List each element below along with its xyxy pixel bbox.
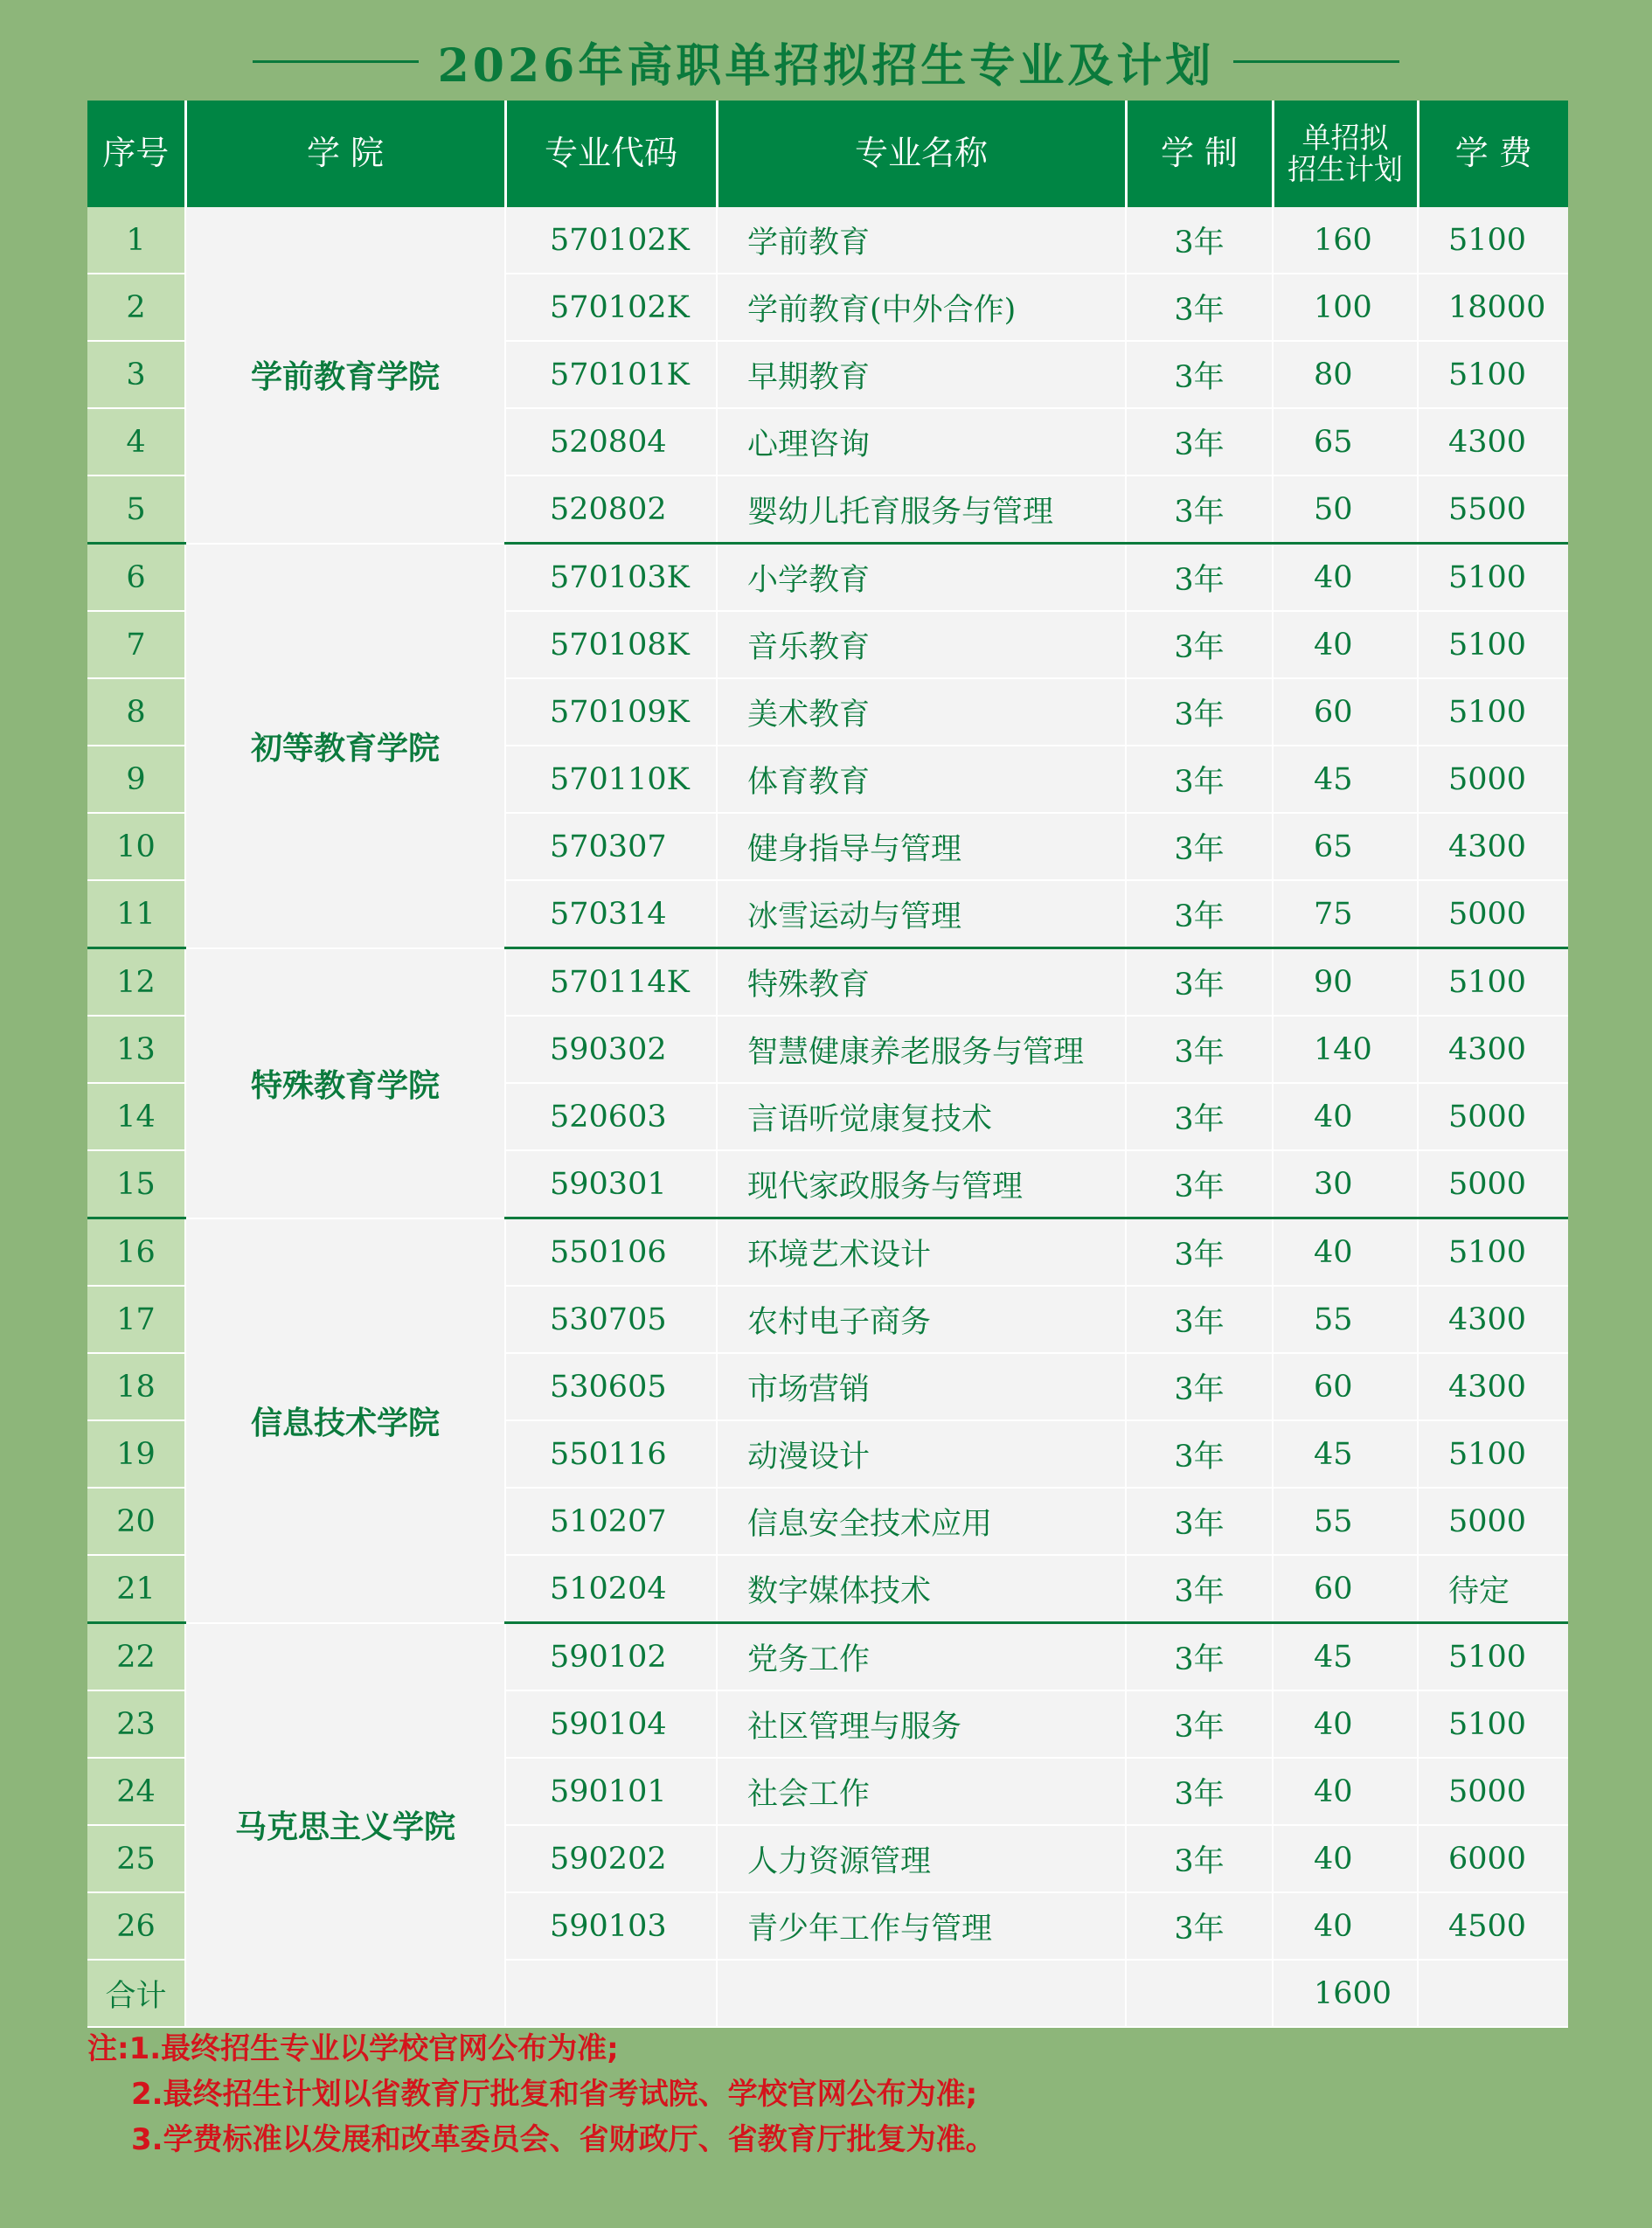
major-code: 520802	[505, 475, 717, 544]
tuition-fee: 5000	[1418, 1758, 1568, 1825]
enrollment-plan: 160	[1273, 207, 1418, 274]
row-seq: 3	[87, 341, 185, 408]
enrollment-plan: 55	[1273, 1286, 1418, 1353]
enrollment-plan: 40	[1273, 544, 1418, 612]
tuition-fee: 5100	[1418, 544, 1568, 612]
major-name: 冰雪运动与管理	[717, 880, 1126, 948]
major-name: 现代家政服务与管理	[717, 1150, 1126, 1218]
major-name: 农村电子商务	[717, 1286, 1126, 1353]
major-code: 530705	[505, 1286, 717, 1353]
study-system: 3年	[1126, 746, 1273, 813]
header-plan-line2: 招生计划	[1288, 152, 1403, 186]
total-fee-empty	[1418, 1960, 1568, 2027]
major-name: 心理咨询	[717, 408, 1126, 475]
row-seq: 21	[87, 1555, 185, 1623]
table-row	[87, 207, 1568, 274]
enrollment-plan: 90	[1273, 948, 1418, 1017]
study-system: 3年	[1126, 1353, 1273, 1420]
row-seq: 8	[87, 678, 185, 746]
tuition-fee: 5000	[1418, 746, 1568, 813]
major-name: 党务工作	[717, 1623, 1126, 1691]
major-code: 590104	[505, 1690, 717, 1758]
enrollment-plan: 100	[1273, 274, 1418, 341]
major-code: 510207	[505, 1488, 717, 1555]
major-name: 小学教育	[717, 544, 1126, 612]
major-name: 人力资源管理	[717, 1825, 1126, 1892]
note-3: 3.学费标准以发展和改革委员会、省财政厅、省教育厅批复为准。	[131, 2122, 996, 2157]
total-name-empty	[717, 1960, 1126, 2027]
major-code: 590301	[505, 1150, 717, 1218]
major-name: 学前教育(中外合作)	[717, 274, 1126, 341]
row-seq: 25	[87, 1825, 185, 1892]
row-seq: 5	[87, 475, 185, 544]
row-seq: 14	[87, 1083, 185, 1150]
enrollment-plan: 40	[1273, 611, 1418, 678]
major-code: 570102K	[505, 207, 717, 274]
major-name: 特殊教育	[717, 948, 1126, 1017]
enrollment-plan: 80	[1273, 341, 1418, 408]
tuition-fee: 待定	[1418, 1555, 1568, 1623]
tuition-fee: 4300	[1418, 1353, 1568, 1420]
enrollment-plan: 45	[1273, 1623, 1418, 1691]
major-name: 青少年工作与管理	[717, 1892, 1126, 1960]
row-seq: 16	[87, 1218, 185, 1287]
major-name: 健身指导与管理	[717, 813, 1126, 880]
tuition-fee: 4300	[1418, 813, 1568, 880]
enrollment-plan: 45	[1273, 746, 1418, 813]
major-code: 590102	[505, 1623, 717, 1691]
major-code: 570307	[505, 813, 717, 880]
row-seq: 10	[87, 813, 185, 880]
tuition-fee: 6000	[1418, 1825, 1568, 1892]
study-system: 3年	[1126, 1286, 1273, 1353]
major-code: 590302	[505, 1016, 717, 1083]
study-system: 3年	[1126, 678, 1273, 746]
study-system: 3年	[1126, 880, 1273, 948]
row-seq: 13	[87, 1016, 185, 1083]
tuition-fee: 4300	[1418, 1016, 1568, 1083]
study-system: 3年	[1126, 1892, 1273, 1960]
study-system: 3年	[1126, 207, 1273, 274]
enrollment-plan: 55	[1273, 1488, 1418, 1555]
major-code: 550116	[505, 1420, 717, 1488]
major-code: 570108K	[505, 611, 717, 678]
enrollment-plan: 60	[1273, 678, 1418, 746]
title-right-rule	[1233, 60, 1399, 63]
row-seq: 9	[87, 746, 185, 813]
study-system: 3年	[1126, 1825, 1273, 1892]
row-seq: 17	[87, 1286, 185, 1353]
major-name: 学前教育	[717, 207, 1126, 274]
title-bar	[0, 26, 1652, 96]
header-plan-line1: 单招拟	[1301, 120, 1389, 155]
enrollment-plan: 75	[1273, 880, 1418, 948]
enrollment-plan: 40	[1273, 1218, 1418, 1287]
study-system: 3年	[1126, 813, 1273, 880]
major-code: 570101K	[505, 341, 717, 408]
header-system: 学 制	[1126, 101, 1273, 207]
tuition-fee: 5000	[1418, 1488, 1568, 1555]
row-seq: 2	[87, 274, 185, 341]
major-name: 动漫设计	[717, 1420, 1126, 1488]
table-row	[87, 544, 1568, 612]
header-college: 学 院	[185, 101, 505, 207]
major-code: 520804	[505, 408, 717, 475]
major-code: 550106	[505, 1218, 717, 1287]
enrollment-plan: 40	[1273, 1083, 1418, 1150]
tuition-fee: 5100	[1418, 207, 1568, 274]
tuition-fee: 5100	[1418, 1218, 1568, 1287]
major-name: 言语听觉康复技术	[717, 1083, 1126, 1150]
major-name: 社区管理与服务	[717, 1690, 1126, 1758]
college-name: 马克思主义学院	[185, 1623, 505, 2028]
note-1: 注:1.最终招生专业以学校官网公布为准;	[87, 2031, 619, 2066]
tuition-fee: 5100	[1418, 611, 1568, 678]
study-system: 3年	[1126, 948, 1273, 1017]
enrollment-plan: 60	[1273, 1353, 1418, 1420]
study-system: 3年	[1126, 475, 1273, 544]
enrollment-plan: 65	[1273, 408, 1418, 475]
major-code: 570314	[505, 880, 717, 948]
header-row	[87, 101, 1568, 207]
enrollment-plan: 50	[1273, 475, 1418, 544]
major-name: 美术教育	[717, 678, 1126, 746]
study-system: 3年	[1126, 1488, 1273, 1555]
study-system: 3年	[1126, 274, 1273, 341]
study-system: 3年	[1126, 341, 1273, 408]
major-name: 智慧健康养老服务与管理	[717, 1016, 1126, 1083]
study-system: 3年	[1126, 1016, 1273, 1083]
table-row	[87, 1218, 1568, 1287]
row-seq: 22	[87, 1623, 185, 1691]
title-left-rule	[253, 60, 419, 63]
tuition-fee: 5100	[1418, 1420, 1568, 1488]
row-seq: 26	[87, 1892, 185, 1960]
enrollment-plan: 40	[1273, 1892, 1418, 1960]
college-name: 初等教育学院	[185, 544, 505, 948]
enrollment-plan: 65	[1273, 813, 1418, 880]
major-name: 早期教育	[717, 341, 1126, 408]
tuition-fee: 5100	[1418, 341, 1568, 408]
study-system: 3年	[1126, 1420, 1273, 1488]
tuition-fee: 4500	[1418, 1892, 1568, 1960]
header-plan	[1273, 101, 1418, 207]
row-seq: 7	[87, 611, 185, 678]
tuition-fee: 4300	[1418, 408, 1568, 475]
enrollment-plan: 45	[1273, 1420, 1418, 1488]
study-system: 3年	[1126, 611, 1273, 678]
major-code: 570109K	[505, 678, 717, 746]
tuition-fee: 5500	[1418, 475, 1568, 544]
study-system: 3年	[1126, 1218, 1273, 1287]
major-code: 590103	[505, 1892, 717, 1960]
major-name: 数字媒体技术	[717, 1555, 1126, 1623]
total-plan: 1600	[1273, 1960, 1418, 2027]
table-row	[87, 948, 1568, 1017]
major-name: 音乐教育	[717, 611, 1126, 678]
row-seq: 11	[87, 880, 185, 948]
tuition-fee: 5000	[1418, 1083, 1568, 1150]
college-name: 特殊教育学院	[185, 948, 505, 1218]
row-seq: 23	[87, 1690, 185, 1758]
header-seq: 序号	[87, 101, 185, 207]
enrollment-plan: 40	[1273, 1758, 1418, 1825]
row-seq: 4	[87, 408, 185, 475]
enrollment-plan: 60	[1273, 1555, 1418, 1623]
major-code: 590101	[505, 1758, 717, 1825]
tuition-fee: 18000	[1418, 274, 1568, 341]
row-seq: 24	[87, 1758, 185, 1825]
tuition-fee: 5100	[1418, 948, 1568, 1017]
header-fee: 学 费	[1418, 101, 1568, 207]
enrollment-plan: 30	[1273, 1150, 1418, 1218]
tuition-fee: 5100	[1418, 678, 1568, 746]
study-system: 3年	[1126, 1150, 1273, 1218]
row-seq: 12	[87, 948, 185, 1017]
enrollment-plan: 140	[1273, 1016, 1418, 1083]
row-seq: 1	[87, 207, 185, 274]
row-seq: 19	[87, 1420, 185, 1488]
row-seq: 15	[87, 1150, 185, 1218]
tuition-fee: 4300	[1418, 1286, 1568, 1353]
major-code: 570110K	[505, 746, 717, 813]
total-label: 合计	[87, 1960, 185, 2027]
tuition-fee: 5100	[1418, 1690, 1568, 1758]
study-system: 3年	[1126, 1555, 1273, 1623]
study-system: 3年	[1126, 1083, 1273, 1150]
header-name: 专业名称	[717, 101, 1126, 207]
note-2: 2.最终招生计划以省教育厅批复和省考试院、学校官网公布为准;	[131, 2077, 978, 2112]
college-name: 信息技术学院	[185, 1218, 505, 1623]
enrollment-plan: 40	[1273, 1690, 1418, 1758]
study-system: 3年	[1126, 1690, 1273, 1758]
college-name: 学前教育学院	[185, 207, 505, 544]
enrollment-plan: 40	[1273, 1825, 1418, 1892]
row-seq: 18	[87, 1353, 185, 1420]
enrollment-table	[87, 101, 1568, 2028]
major-name: 婴幼儿托育服务与管理	[717, 475, 1126, 544]
major-name: 信息安全技术应用	[717, 1488, 1126, 1555]
table-body	[87, 207, 1568, 2027]
table-row	[87, 1623, 1568, 1691]
header-code: 专业代码	[505, 101, 717, 207]
major-code: 590202	[505, 1825, 717, 1892]
notes	[87, 2026, 996, 2162]
row-seq: 6	[87, 544, 185, 612]
row-seq: 20	[87, 1488, 185, 1555]
major-code: 570102K	[505, 274, 717, 341]
major-code: 570103K	[505, 544, 717, 612]
total-system-empty	[1126, 1960, 1273, 2027]
tuition-fee: 5100	[1418, 1623, 1568, 1691]
major-code: 510204	[505, 1555, 717, 1623]
study-system: 3年	[1126, 1623, 1273, 1691]
tuition-fee: 5000	[1418, 880, 1568, 948]
study-system: 3年	[1126, 408, 1273, 475]
study-system: 3年	[1126, 544, 1273, 612]
major-name: 社会工作	[717, 1758, 1126, 1825]
major-code: 570114K	[505, 948, 717, 1017]
study-system: 3年	[1126, 1758, 1273, 1825]
page-title: 2026年高职单招拟招生专业及计划	[437, 38, 1215, 93]
major-name: 市场营销	[717, 1353, 1126, 1420]
tuition-fee: 5000	[1418, 1150, 1568, 1218]
major-name: 环境艺术设计	[717, 1218, 1126, 1287]
total-code-empty	[505, 1960, 717, 2027]
major-code: 530605	[505, 1353, 717, 1420]
major-name: 体育教育	[717, 746, 1126, 813]
major-code: 520603	[505, 1083, 717, 1150]
